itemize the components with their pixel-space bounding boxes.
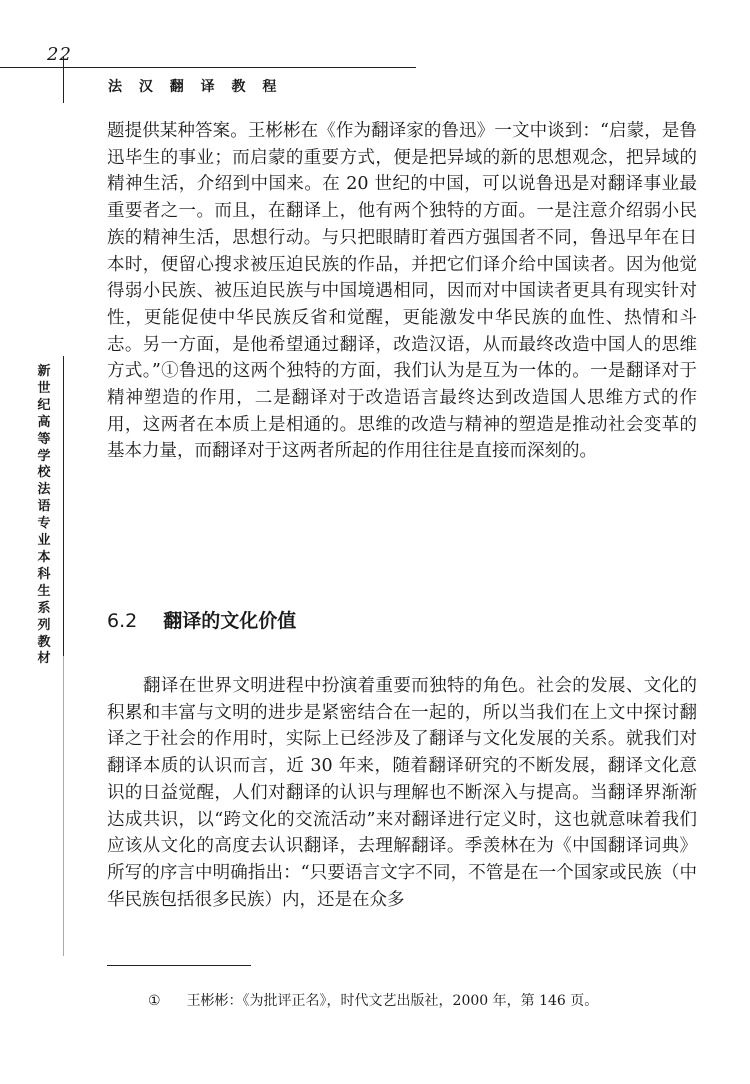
section-heading <box>107 606 296 633</box>
header-vertical-rule <box>63 56 64 103</box>
footnote-marker: ① <box>148 993 161 1009</box>
margin-rule-lower <box>63 656 64 956</box>
footnote-text: 王彬彬：《为批评正名》，时代文艺出版社，2000 年，第 146 页。 <box>186 993 599 1009</box>
footnote-rule <box>107 965 251 966</box>
running-head: 法 汉 翻 译 教 程 <box>108 79 283 95</box>
margin-rule-upper <box>63 356 64 656</box>
body-paragraph-2: 翻译在世界文明进程中扮演着重要而独特的角色。社会的发展、文化的积累和丰富与文明的进步是紧密结合在一起的，所以当我们在上文中探讨翻译之于社会的作用时，实际上已经涉及了翻译与文化发展的关系。就我们对翻译本质的认识而言，近 30 年来，随着翻译研究的不断发展，翻译文化意识的日益觉醒，人们对翻译的认识与理解也不断深入与提高。当翻译界渐渐达成共识，以“跨文化的交流活动”来对翻译进行定义时，这也就意味着我们应该从文化的高度去认识翻译，去理解翻译。季羡林在为《中国翻译词典》所写的序言中明确指出：“只要语言文字不同，不管是在一个国家或民族（中华民族包括很多民族）内，还是在众多 <box>107 676 697 910</box>
section-title: 翻译的文化价值 <box>163 610 297 632</box>
footnote <box>148 990 598 1010</box>
body-paragraph-1: 题提供某种答案。王彬彬在《作为翻译家的鲁迅》一文中谈到：“启蒙，是鲁迅毕生的事业；而启蒙的重要方式，便是把异域的新的思想观念，把异域的精神生活，介绍到中国来。在 20 世纪的中国，可以说鲁迅是对翻译事业最重要者之一。而且，在翻译上，他有两个独特的方面。一是注意介绍弱小民族的精神生活，思想行动。与只把眼睛盯着西方强国者不同，鲁迅早年在日本时，便留心搜求被压迫民族的作品，并把它们译介给中国读者。因为他觉得弱小民族、被压迫民族与中国境遇相同，因而对中国读者更具有现实针对性，更能促使中华民族反省和觉醒，更能激发中华民族的血性、热情和斗志。另一方面，是他希望通过翻译，改造汉语，从而最终改造中国人的思维方式。”①鲁迅的这两个独特的方面，我们认为是互为一体的。一是翻译对于精神塑造的作用，二是翻译对于改造语言最终达到改造国人思维方式的作用，这两者在本质上是相通的。思维的改造与精神的塑造是推动社会变革的基本力量，而翻译对于这两者所起的作用往往是直接而深刻的。 <box>107 121 697 462</box>
series-title: 新世纪高等学校法语专业本科生系列教材 <box>37 364 51 667</box>
section-number: 6.2 <box>107 610 138 632</box>
page-number: 22 <box>47 44 72 65</box>
